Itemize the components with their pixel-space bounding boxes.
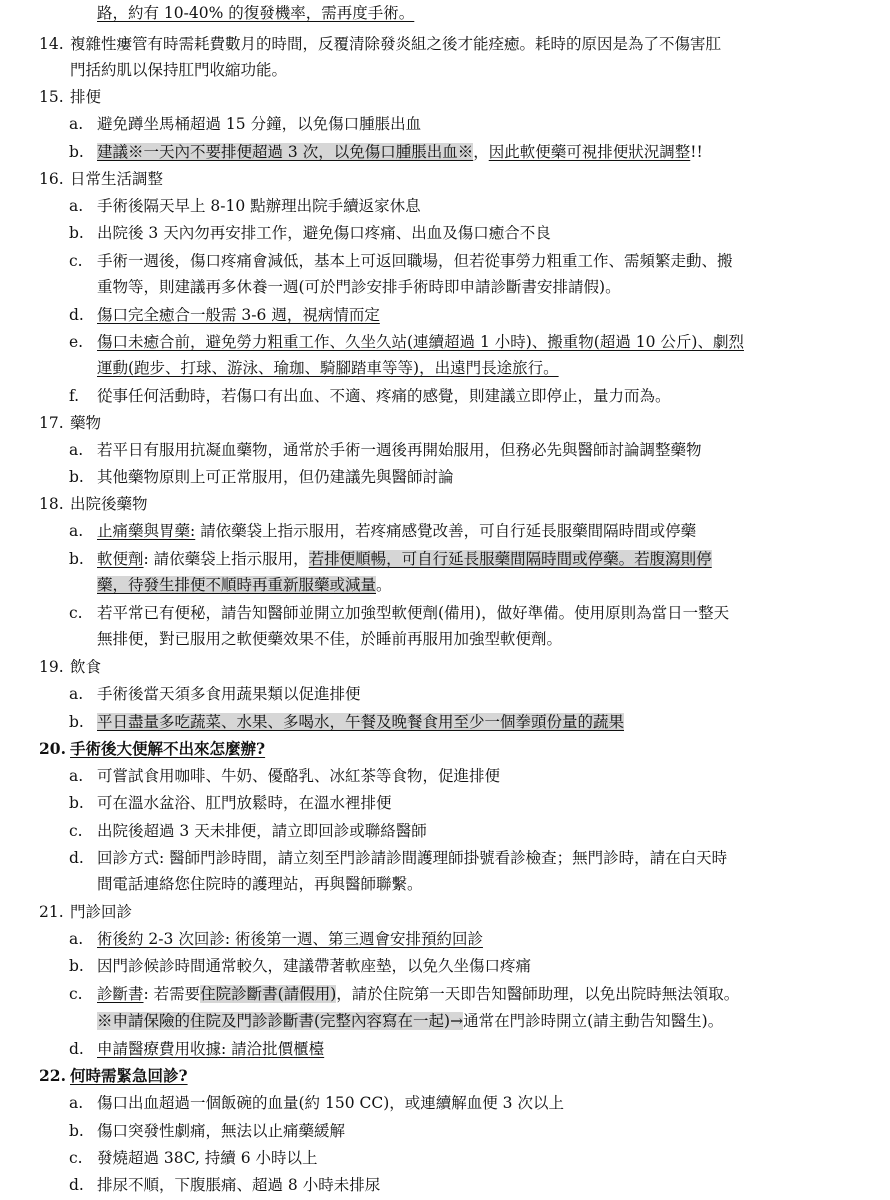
list-marker: 19. [39, 658, 64, 676]
text-segment: 排便 [70, 88, 102, 106]
text-line [39, 412, 102, 436]
text-line [69, 222, 551, 246]
list-marker: 20. [39, 739, 66, 758]
text-segment: 若平常已有便秘，請告知醫師並開立加強型軟便劑(備用)，做好準備。使用原則為當日一整天 [97, 604, 730, 622]
text-segment: 其他藥物原則上可正常服用，但仍建議先與醫師討論 [97, 468, 454, 486]
text-line [97, 628, 562, 652]
text-segment: 日常生活調整 [70, 170, 164, 188]
text-segment: 重物等，則建議再多休養一週(可於門診安排手術時即申請診斷書安排請假)。 [97, 278, 621, 296]
text-segment: 無排便，對已服用之軟便藥效果不佳，於睡前再服用加強型軟便劑。 [97, 630, 563, 648]
text-line [97, 357, 559, 381]
text-line [69, 820, 427, 844]
text-segment: : 若需要 [143, 985, 201, 1003]
text-segment: 手術一週後，傷口疼痛會減低，基本上可返回職場，但若從事勞力粗重工作、需頻繁走動、搬 [97, 252, 733, 270]
list-marker: b. [69, 713, 84, 731]
text-segment: ，請於住院第一天即告知醫師助理，以免出院時無法領取。 [336, 985, 740, 1003]
text-segment: 止痛藥與胃藥: [97, 522, 196, 540]
text-segment: 間電話連絡您住院時的護理站，再與醫師聯繫。 [97, 875, 423, 893]
text-line [69, 602, 730, 626]
text-line [69, 1038, 325, 1062]
list-marker: c. [69, 252, 83, 270]
text-line [69, 983, 740, 1007]
text-line [70, 59, 287, 83]
text-line [69, 195, 421, 219]
text-segment: 傷口未癒合前，避免勞力粗重工作、久坐久站(連續超過 1 小時)、搬重物(超過 10 公斤)、劇烈 [97, 333, 744, 351]
text-line [69, 385, 671, 409]
text-segment: 出院後超過 3 天未排便，請立即回診或聯絡醫師 [97, 822, 427, 840]
text-segment: 請依藥袋上指示服用，若疼痛感覺改善，可自行延長服藥間隔時間或停藥 [195, 522, 697, 540]
text-segment: 申請醫療費用收據: 請洽批價櫃檯 [97, 1040, 325, 1058]
text-line [39, 493, 148, 517]
text-line [69, 1092, 564, 1116]
text-line [39, 86, 102, 110]
text-segment: 藥，待發生排便不順時再重新服藥或減量 [97, 576, 377, 594]
text-segment: 從事任何活動時，若傷口有出血、不適、疼痛的感覺，則建議立即停止，量力而為。 [97, 387, 671, 405]
text-segment: 因門診候診時間通常較久，建議帶著軟座墊，以免久坐傷口疼痛 [97, 957, 532, 975]
text-segment: 可嘗試食用咖啡、牛奶、優酪乳、冰紅茶等食物，促進排便 [97, 767, 501, 785]
text-segment: 排尿不順，下腹脹痛、超過 8 小時未排尿 [97, 1176, 381, 1194]
list-marker: c. [69, 822, 83, 840]
text-segment: 傷口完全癒合一般需 3-6 週，視病情而定 [97, 306, 380, 324]
text-segment: 術後約 2-3 次回診: 術後第一週、第三週會安排預約回診 [97, 930, 483, 948]
list-marker: 18. [39, 495, 64, 513]
text-segment: 傷口出血超過一個飯碗的血量(約 150 CC)，或連續解血便 3 次以上 [97, 1094, 564, 1112]
text-segment: : 請依藥袋上指示服用， [143, 550, 309, 568]
text-segment: 可在溫水盆浴、肛門放鬆時，在溫水裡排便 [97, 794, 392, 812]
text-segment: 住院診斷書(請假用) [200, 985, 337, 1003]
text-segment: 飲食 [70, 658, 102, 676]
text-segment: 出院後 3 天內勿再安排工作，避免傷口疼痛、出血及傷口癒合不良 [97, 224, 551, 242]
text-line [97, 2, 414, 26]
text-segment: 手術後隔天早上 8-10 點辦理出院手續返家休息 [97, 197, 421, 215]
text-line [39, 1065, 188, 1089]
text-line [69, 331, 744, 355]
text-line [69, 250, 733, 274]
list-marker: a. [69, 1094, 84, 1112]
text-segment: 因此軟便藥可視排便狀況調整 [488, 143, 691, 161]
list-marker: f. [69, 387, 80, 405]
text-line [69, 304, 380, 328]
text-segment: 路，約有 10-40% 的復發機率，需再度手術。 [97, 4, 415, 22]
text-segment: 傷口突發性劇痛，無法以止痛藥緩解 [97, 1122, 346, 1140]
text-segment: 門括約肌以保持肛門收縮功能。 [70, 61, 288, 79]
section-heading: 何時需緊急回診? [70, 1066, 188, 1085]
list-marker: b. [69, 550, 84, 568]
text-segment: 出院後藥物 [70, 495, 148, 513]
list-marker: b. [69, 957, 84, 975]
text-line [69, 928, 483, 952]
text-line [97, 574, 392, 598]
text-line [39, 656, 102, 680]
text-segment: 藥物 [70, 414, 102, 432]
section-heading: 手術後大便解不出來怎麼辦? [70, 739, 266, 758]
list-marker: a. [69, 685, 84, 703]
list-marker: d. [69, 849, 84, 867]
text-line [69, 765, 501, 789]
list-marker: e. [69, 333, 84, 351]
text-line [39, 901, 133, 925]
list-marker: d. [69, 1176, 84, 1194]
list-marker: 14. [39, 35, 64, 53]
text-segment: !! [690, 143, 703, 161]
text-line [39, 33, 722, 57]
list-marker: a. [69, 522, 84, 540]
text-segment: ， [473, 143, 489, 161]
text-segment: 通常在門診時開立(請主動告知醫生)。 [463, 1012, 724, 1030]
text-segment: 若平日有服用抗凝血藥物，通常於手術一週後再開始服用，但務必先與醫師討論調整藥物 [97, 441, 702, 459]
text-line [97, 276, 621, 300]
text-segment: 回診方式: 醫師門診時間，請立刻至門診請診間護理師掛號看診檢查；無門診時，請在白天時 [97, 849, 728, 867]
list-marker: 15. [39, 88, 64, 106]
text-line [69, 955, 532, 979]
list-marker: c. [69, 1149, 83, 1167]
text-line [69, 792, 392, 816]
list-marker: c. [69, 985, 83, 1003]
list-marker: a. [69, 115, 84, 133]
text-segment: ※申請保險的住院及門診診斷書(完整內容寫在一起)→ [97, 1012, 464, 1030]
text-line [69, 1120, 346, 1144]
text-segment: 運動(跑步、打球、游泳、瑜珈、騎腳踏車等等)，出遠門長途旅行。 [97, 359, 559, 377]
text-segment: 避免蹲坐馬桶超過 15 分鐘，以免傷口腫脹出血 [97, 115, 422, 133]
text-line [69, 683, 361, 707]
text-segment: 門診回診 [70, 903, 133, 921]
text-line [69, 466, 454, 490]
list-marker: a. [69, 930, 84, 948]
text-line [97, 873, 423, 897]
text-segment: 診斷書 [97, 985, 144, 1003]
list-marker: a. [69, 197, 84, 215]
text-segment: 。 [376, 576, 392, 594]
list-marker: c. [69, 604, 83, 622]
text-segment: 手術後當天須多食用蔬果類以促進排便 [97, 685, 361, 703]
list-marker: b. [69, 468, 84, 486]
list-marker: 22. [39, 1066, 66, 1085]
text-segment: 複雜性瘻管有時需耗費數月的時間，反覆清除發炎組之後才能痊癒。耗時的原因是為了不傷害肛 [70, 35, 722, 53]
list-marker: b. [69, 224, 84, 242]
list-marker: d. [69, 1040, 84, 1058]
text-line [69, 711, 625, 735]
text-segment: 發燒超過 38C, 持續 6 小時以上 [97, 1149, 318, 1167]
text-line [39, 738, 266, 762]
text-segment: 平日盡量多吃蔬菜、水果、多喝水，午餐及晚餐食用至少一個拳頭份量的蔬果 [97, 713, 625, 731]
text-line [69, 1147, 318, 1171]
list-marker: b. [69, 794, 84, 812]
text-segment: 建議※一天內不要排便超過 3 次，以免傷口腫脹出血※ [97, 143, 474, 161]
list-marker: d. [69, 306, 84, 324]
text-line [69, 141, 703, 165]
list-marker: b. [69, 1122, 84, 1140]
text-segment: 軟便劑 [97, 550, 144, 568]
text-line [69, 847, 728, 871]
list-marker: 17. [39, 414, 64, 432]
text-line [69, 548, 712, 572]
text-line [69, 113, 422, 137]
text-line [69, 439, 702, 463]
list-marker: 21. [39, 903, 64, 921]
text-line [39, 168, 164, 192]
list-marker: 16. [39, 170, 64, 188]
list-marker: b. [69, 143, 84, 161]
text-segment: 若排便順暢，可自行延長服藥間隔時間或停藥。若腹瀉則停 [308, 550, 712, 568]
text-line [97, 1010, 723, 1034]
text-line [69, 520, 697, 544]
text-line [69, 1174, 381, 1198]
list-marker: a. [69, 441, 84, 459]
list-marker: a. [69, 767, 84, 785]
